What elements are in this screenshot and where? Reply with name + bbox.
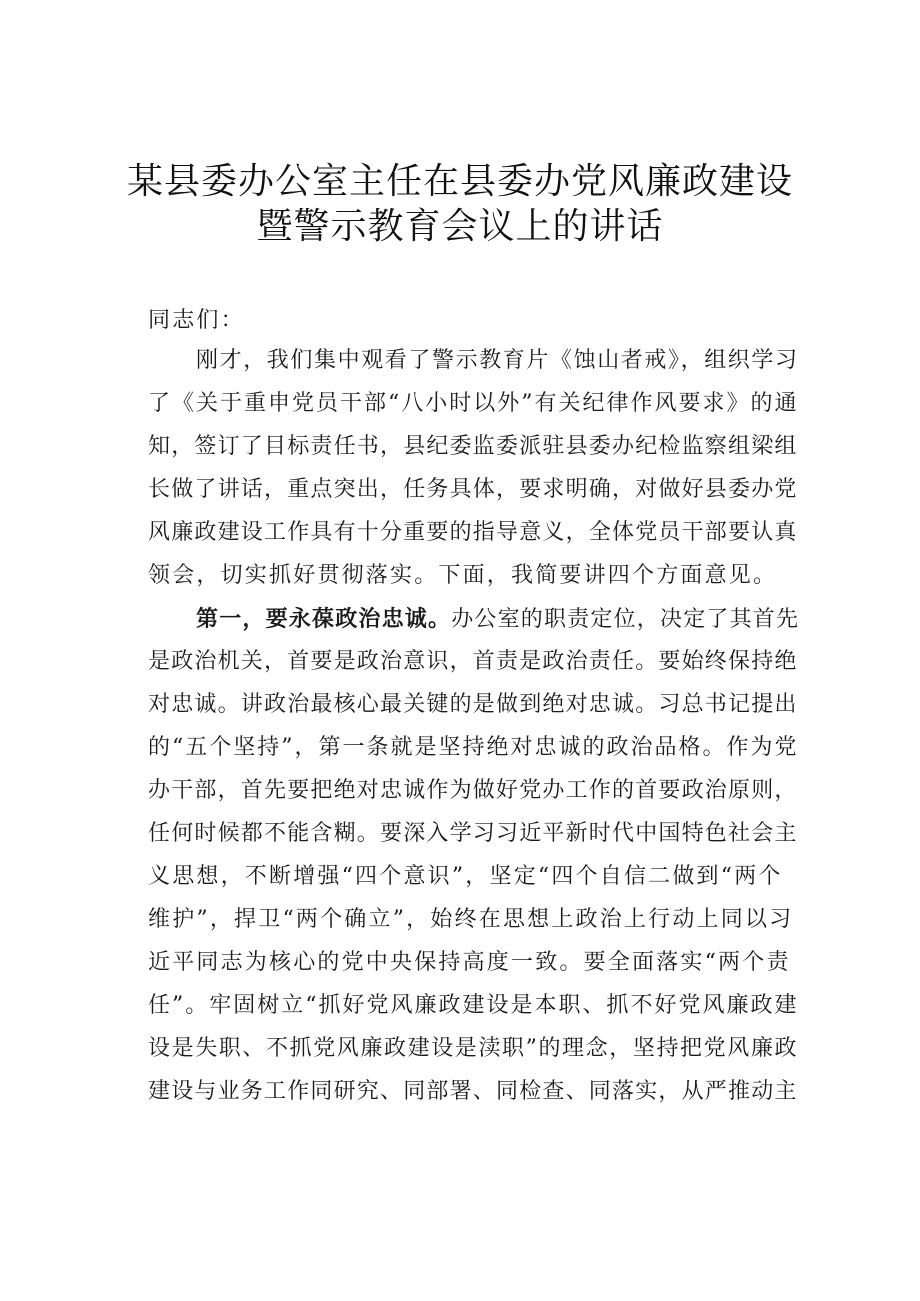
paragraph-2-line: 任何时候都不能含糊。要深入学习习近平新时代中国特色社会主	[148, 821, 798, 846]
paragraph-1-line: 知，签订了目标责任书，县纪委监委派驻县委办纪检监察组梁组	[148, 434, 798, 459]
section-heading-first: 第一，要永葆政治忠诚。	[196, 606, 452, 632]
paragraph-2-line: 设是失职、不抓党风廉政建设是渎职”的理念，坚持把党风廉政	[148, 1036, 799, 1061]
paragraph-2-line: 维护”，捍卫“两个确立”，始终在思想上政治上行动上同以习	[148, 907, 794, 932]
paragraph-2-first-rest: 办公室的职责定位，决定了其首先	[451, 607, 800, 632]
paragraph-2-line: 对忠诚。讲政治最核心最关键的是做到绝对忠诚。习总书记提出	[148, 692, 798, 717]
paragraph-1-line: 刚才，我们集中观看了警示教育片《蚀山者戒》，组织学习	[196, 348, 799, 373]
paragraph-1-line: 长做了讲话，重点突出，任务具体，要求明确，对做好县委办党	[148, 477, 798, 502]
paragraph-1-line: 领会，切实抓好贯彻落实。下面，我简要讲四个方面意见。	[148, 563, 778, 588]
paragraph-2-line: 的“五个坚持”，第一条就是坚持绝对忠诚的政治品格。作为党	[148, 735, 799, 760]
salutation: 同志们：	[148, 308, 245, 333]
paragraph-2-line: 建设与业务工作同研究、同部署、同检查、同落实，从严推动主	[148, 1079, 798, 1104]
paragraph-2-first-line	[196, 604, 799, 635]
paragraph-2-line: 是政治机关，首要是政治意识，首责是政治责任。要始终保持绝	[148, 649, 798, 674]
paragraph-2-line: 义思想，不断增强“四个意识”，坚定“四个自信二做到“两个	[148, 864, 783, 889]
document-title-line-2: 暨警示教育会议上的讲话	[256, 206, 664, 247]
paragraph-1-line: 了《关于重申党员干部“八小时以外”有关纪律作风要求》的通	[148, 391, 799, 416]
paragraph-1-line: 风廉政建设工作具有十分重要的指导意义，全体党员干部要认真	[148, 520, 798, 545]
paragraph-2-line: 近平同志为核心的党中央保持高度一致。要全面落实“两个责	[148, 950, 791, 975]
paragraph-2-line: 办干部，首先要把绝对忠诚作为做好党办工作的首要政治原则，	[148, 778, 798, 803]
paragraph-2-line: 任”。牢固树立“抓好党风廉政建设是本职、抓不好党风廉政建	[148, 993, 799, 1018]
document-title-line-1: 某县委办公室主任在县委办党风廉政建设	[126, 161, 793, 202]
